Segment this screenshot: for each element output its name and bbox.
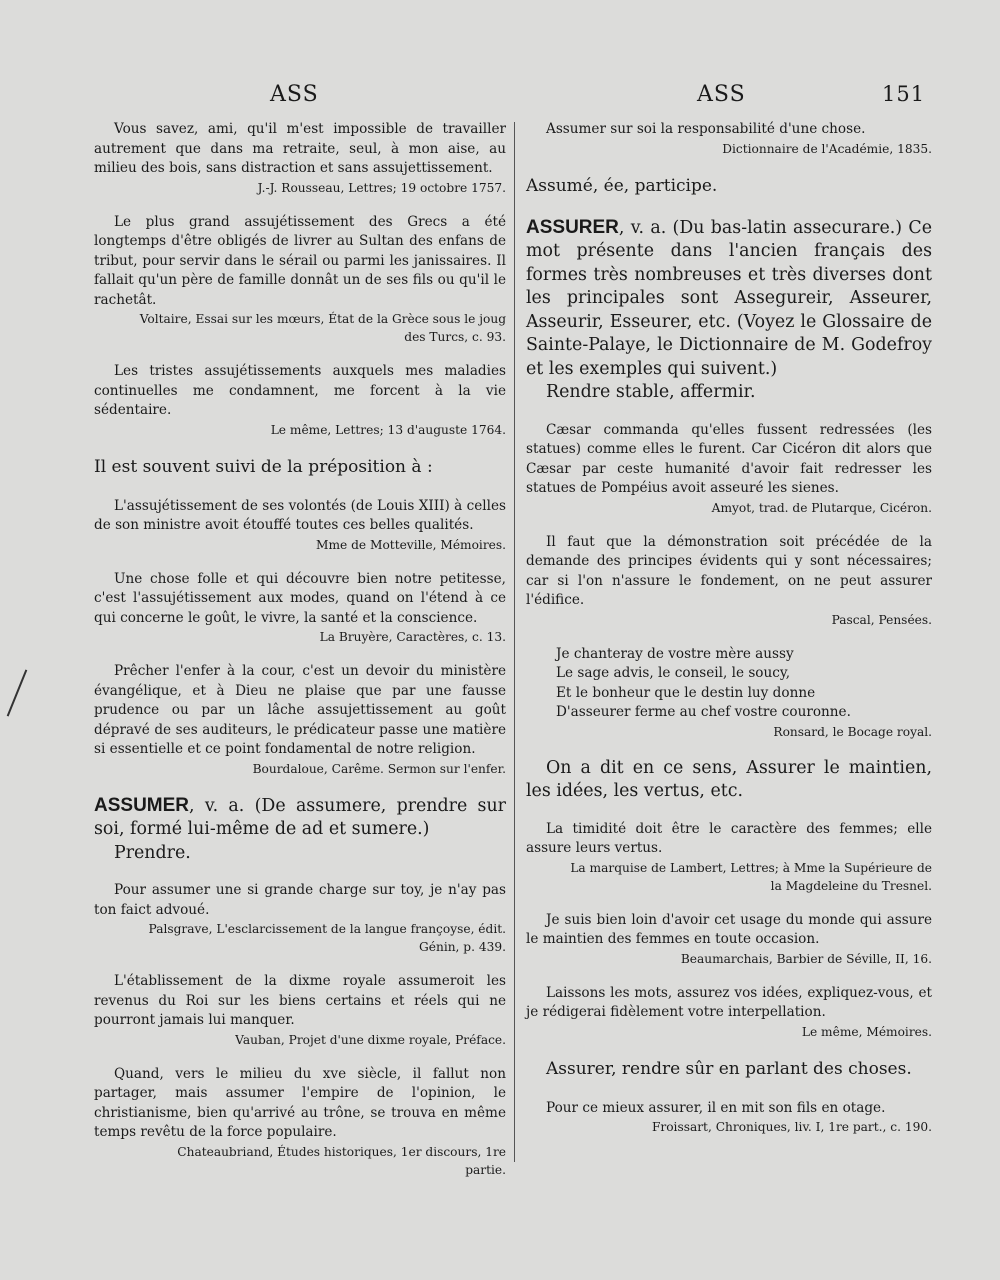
quote-source: Le même, Lettres; 13 d'auguste 1764. (270, 422, 506, 437)
column-divider (514, 122, 515, 1162)
entry-headword: ASSUMER (94, 794, 190, 816)
quote-text: Quand, vers le milieu du xve siècle, il fallut non partager, mais assumer l'empire de l'opinion, le christianisme, bien qu'arrivé au trône, se trouva en même temps revêtu de la force populaire. (94, 1065, 506, 1140)
quote-beaumarchais-memoires (526, 984, 932, 1041)
sense-rendre-sur: Assurer, rendre sûr en parlant des choses. (546, 1058, 912, 1079)
quote-ronsard (526, 645, 932, 741)
right-column (526, 120, 932, 1152)
quote-chateaubriand (94, 1065, 506, 1179)
quote-text: Pour assumer une si grande charge sur toy, je n'ay pas ton faict advoué. (94, 882, 506, 918)
entry-definition: Prendre. (114, 842, 191, 863)
quote-text: L'établissement de la dixme royale assumeroit les revenus du Roi sur les biens certains et réels qui ne pourront jamais lui manquer. (94, 973, 506, 1028)
entry-definition: Rendre stable, affermir. (546, 382, 756, 402)
entry-assurer (526, 216, 932, 405)
entry-text (94, 794, 506, 842)
quote-text: L'assujétissement de ses volontés (de Louis XIII) à celles de son ministre avoit étouffé toutes ces belles qualités. (94, 497, 506, 533)
verse-line: Et le bonheur que le destin luy donne (556, 684, 816, 701)
quote-text: Laissons les mots, assurez vos idées, expliquez-vous, et je rédigerai fidèlement votre interpellation. (526, 984, 932, 1020)
verse-line: Le sage advis, le conseil, le soucy, (556, 665, 791, 681)
quote-bourdaloue (94, 662, 506, 778)
quote-text: La timidité doit être le caractère des femmes; elle assure leurs vertus. (526, 820, 932, 856)
quote-la-bruyere (94, 570, 506, 647)
quote-text: Pour ce mieux assurer, il en mit son fils en otage. (546, 1099, 886, 1116)
quote-source: Froissart, Chroniques, liv. I, 1re part., c. 190. (651, 1120, 932, 1134)
quote-beaumarchais (526, 911, 932, 968)
subsection-preposition: Il est souvent suivi de la préposition à : (94, 456, 433, 477)
entry-etymology: , v. a. (De assumere, prendre sur soi, formé lui-même de ad et sumere.) (94, 795, 506, 839)
quote-text: Une chose folle et qui découvre bien notre petitesse, c'est l'assujétissement aux modes, quand on l'étend à ce qui concerne le goût, le vivre, la santé et la conscience. (94, 570, 506, 626)
quote-pascal (526, 533, 932, 629)
verse-line: D'asseurer ferme au chef vostre couronne. (556, 704, 851, 720)
quote-lambert (526, 820, 932, 895)
quote-source: Chateaubriand, Études historiques, 1er discours, 1re partie. (177, 1144, 506, 1177)
quote-source: Amyot, trad. de Plutarque, Cicéron. (711, 500, 932, 515)
margin-pencil-mark (7, 669, 28, 716)
left-column (94, 120, 506, 1195)
quote-source: La Bruyère, Caractères, c. 13. (319, 630, 506, 644)
quote-text: Les tristes assujétissements auxquels mes maladies continuelles me condamnent, me forcent à la vie sédentaire. (94, 363, 506, 418)
quote-source: Le même, Mémoires. (801, 1024, 932, 1039)
quote-source: Voltaire, Essai sur les mœurs, État de la Grèce sous le joug des Turcs, c. 93. (139, 312, 506, 344)
quote-academie (526, 120, 932, 158)
quote-source: Beaumarchais, Barbier de Séville, II, 16. (680, 951, 932, 966)
sense-assurer-maintien: On a dit en ce sens, Assurer le maintien, les idées, les vertus, etc. (526, 757, 932, 801)
quote-amyot (526, 421, 932, 517)
quote-source: Vauban, Projet d'une dixme royale, Préface. (235, 1032, 506, 1047)
participle-line: Assumé, ée, participe. (526, 175, 718, 196)
page-number: 151 (882, 82, 926, 106)
entry-text (526, 216, 932, 382)
quote-voltaire-lettres (94, 362, 506, 439)
running-head-right: ASS (697, 82, 746, 107)
quote-source: Bourdaloue, Carême. Sermon sur l'enfer. (252, 761, 506, 776)
quote-source: Ronsard, le Bocage royal. (773, 724, 932, 739)
entry-headword: ASSURER (526, 216, 619, 238)
quote-text: Le plus grand assujétissement des Grecs a été longtemps d'être obligés de livrer au Sultan des enfans de tribut, pour servir dans le sérail ou parmi les janissaires. Il fallait qu'un père de famille donnât un de ses fils ou qu'il le rachetât. (94, 213, 506, 308)
quote-vauban (94, 972, 506, 1049)
quote-text: Je suis bien loin d'avoir cet usage du monde qui assure le maintien des femmes en toute occasion. (526, 911, 932, 947)
quote-source: J.-J. Rousseau, Lettres; 19 octobre 1757. (257, 180, 506, 195)
quote-text: Il faut que la démonstration soit précédée de la demande des principes évidents qui y sont nécessaires; car si l'on n'assure le fondement, on ne peut assurer l'édifice. (526, 533, 932, 608)
quote-voltaire (94, 213, 506, 347)
quote-text: Cæsar commanda qu'elles fussent redressées (les statues) comme elles le furent. Car Cicéron dit alors que Cæsar par ceste humanité d'avoir fait redresser les statues de Pompéius avoit asseuré les sienes. (526, 421, 932, 496)
quote-text: Vous savez, ami, qu'il m'est impossible de travailler autrement que dans ma retraite, seul, à mon aise, au milieu des bois, sans distraction et sans assujettissement. (94, 121, 506, 176)
quote-motteville (94, 497, 506, 554)
quote-palsgrave (94, 881, 506, 956)
quote-source: La marquise de Lambert, Lettres; à Mme la Supérieure de la Magdeleine du Tresnel. (570, 860, 932, 893)
quote-source: Pascal, Pensées. (831, 612, 932, 627)
quote-source: Dictionnaire de l'Académie, 1835. (722, 141, 932, 156)
verse-line: Je chanteray de vostre mère aussy (556, 645, 794, 662)
entry-etymology: , v. a. (Du bas-latin assecurare.) Ce mot présente dans l'ancien français des formes très nombreuses et très diverses dont les principales sont Assegureir, Asseurer, Asseurir, Esseurer, etc. (Voyez le Glossaire de Sainte-Palaye, le Dictionnaire de M. Godefroy et les exemples qui suivent.) (526, 217, 932, 379)
quote-rousseau (94, 120, 506, 197)
quote-froissart (526, 1099, 932, 1137)
quote-text: Prêcher l'enfer à la cour, c'est un devoir du ministère évangélique, et à Dieu ne plaise que par une fausse prudence ou par un lâche assujettissement au goût dépravé de ses auditeurs, le prédicateur passe une matière si essentielle et ce point fondamental de notre religion. (94, 663, 506, 757)
entry-assumer (94, 794, 506, 866)
quote-text: Assumer sur soi la responsabilité d'une chose. (546, 121, 866, 137)
quote-source: Palsgrave, L'esclarcissement de la langue françoyse, édit. Génin, p. 439. (148, 922, 506, 954)
quote-source: Mme de Motteville, Mémoires. (315, 537, 506, 552)
running-head-left: ASS (270, 82, 319, 107)
